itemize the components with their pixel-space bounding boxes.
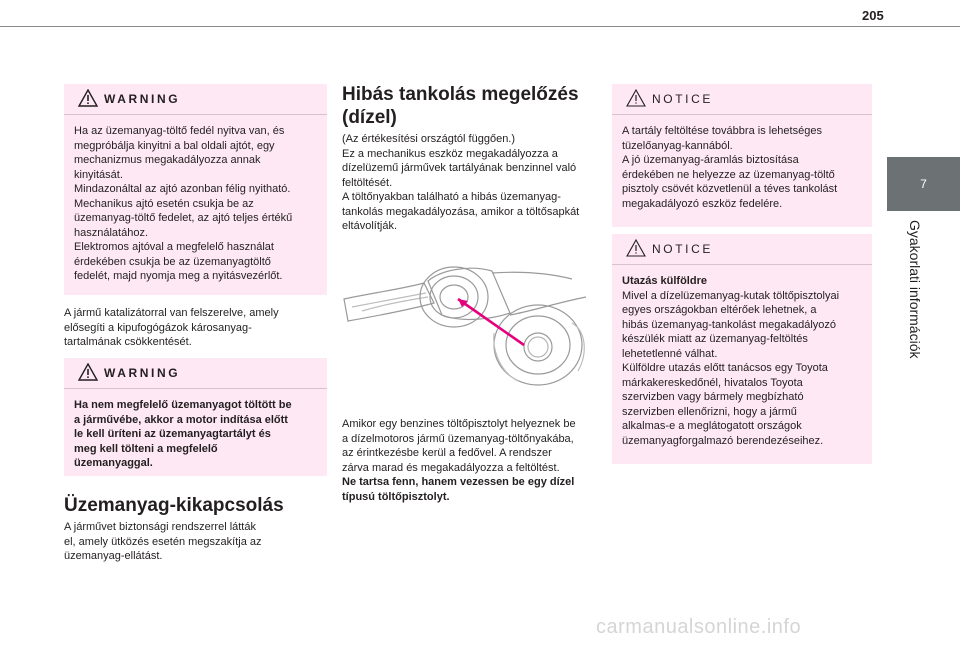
warning-text: Ha az üzemanyag-töltő fedél nyitva van, és megpróbálja kinyitni a bal oldali ajtót, egy mechanizmus megakadályozza annak kinyitását. Mindazonáltal az ajtó azonban félig nyitható. Mechanikus ajtó esetén csukja be az üzemanyag-töltő fedelet, az ajtó teljes értékű használatához. Elektromos ajtóval a megfelelő használat érdekében csukja be az üzemanyagtöltő fedelét, majd nyomja meg a nyitásvezérlőt. bbox=[74, 125, 293, 282]
misfuel-heading-line1: Hibás tankolás megelőzés bbox=[342, 84, 579, 105]
notice-box-travel-abroad bbox=[612, 234, 872, 464]
notice-title: NOTICE bbox=[652, 92, 713, 106]
notice-subtitle: Utazás külföldre bbox=[622, 275, 707, 287]
notice-text: A tartály feltöltése továbbra is lehetséges tüzelőanyag-kannából. A jó üzemanyag-áramlás biztosítása érdekében ne helyezze az üzemanyag-töltő pisztoly csövét közvetlenül a téves tankolást megakadályozó eszköz fedelére. bbox=[622, 125, 838, 210]
catalyst-paragraph: A jármű katalizátorral van felszerelve, amely elősegíti a kipufogógázok károsanyag- tartalmának csökkentését. bbox=[64, 307, 279, 348]
chapter-tab[interactable]: 7 bbox=[887, 157, 960, 211]
fuel-filler-neck-illustration bbox=[342, 253, 590, 393]
warning-title: WARNING bbox=[104, 92, 181, 106]
chapter-title: Gyakorlati információk bbox=[907, 220, 923, 359]
fuel-cutoff-paragraph: A járművet biztonsági rendszerrel látták el, amely ütközés esetén megszakítja az üzemanyag-ellátást. bbox=[64, 521, 262, 562]
misfuel-intro-paragraph: (Az értékesítési országtól függően.) Ez a mechanikus eszköz megakadályozza a dízelüzemű járművek tartályának benzinnel való feltöltését. A töltőnyakban található a hibás üzemanyag- tankolás megakadályozása, amikor a töltősapkát eltávolítják. bbox=[342, 133, 580, 232]
notice-header bbox=[612, 234, 872, 265]
notice-header bbox=[612, 84, 872, 115]
warning-header bbox=[64, 84, 327, 115]
misfuel-heading-line2: (dízel) bbox=[342, 107, 397, 128]
notice-triangle-icon bbox=[626, 89, 646, 107]
fuel-cutoff-heading: Üzemanyag-kikapcsolás bbox=[64, 495, 284, 516]
notice-box-canister bbox=[612, 84, 872, 227]
notice-title: NOTICE bbox=[652, 242, 713, 256]
warning-header bbox=[64, 358, 327, 389]
warning-text: Ha nem megfelelő üzemanyagot töltött be a járművébe, akkor a motor indítása előtt le kell üríteni az üzemanyagtartályt és meg kell tölteni a megfelelő üzemanyaggal. bbox=[74, 399, 292, 469]
misfuel-operation-paragraph: Amikor egy benzines töltőpisztolyt helyeznek be a dízelmotoros jármű üzemanyag-töltőnyakába, az érintkezésbe kerül a fedővel. A rendszer zárva marad és megakadályozza a feltöltést. Ne tartsa fenn, hanem vezessen be egy dízel típusú töltőpisztolyt. bbox=[342, 418, 576, 503]
page-number: 205 bbox=[862, 8, 884, 23]
pointer-arrow bbox=[458, 299, 524, 345]
warning-box-fuel-flap bbox=[64, 84, 327, 295]
warning-box-wrong-fuel bbox=[64, 358, 327, 476]
warning-title: WARNING bbox=[104, 366, 181, 380]
warning-triangle-icon bbox=[78, 363, 98, 381]
header-divider bbox=[0, 26, 960, 27]
warning-triangle-icon bbox=[78, 89, 98, 107]
notice-text: Utazás külföldre Mivel a dízelüzemanyag-kutak töltőpisztolyai egyes országokban eltérőek lehetnek, a hibás üzemanyag-tankolást megakadályozó készülék miatt az üzemanyag-feltöltés lehetetlenné válhat. Külföldre utazás előtt tanácsos egy Toyota márkakereskedőnél, hivatalos Toyota szervizben vagy bármely megbízható szervizben ellenőrizni, hogy a jármű alkalmas-e a meglátogatott országok üzemanyagforgalmazó berendezéseihez. bbox=[612, 265, 872, 456]
watermark: carmanualsonline.info bbox=[596, 616, 802, 638]
notice-triangle-icon bbox=[626, 239, 646, 257]
